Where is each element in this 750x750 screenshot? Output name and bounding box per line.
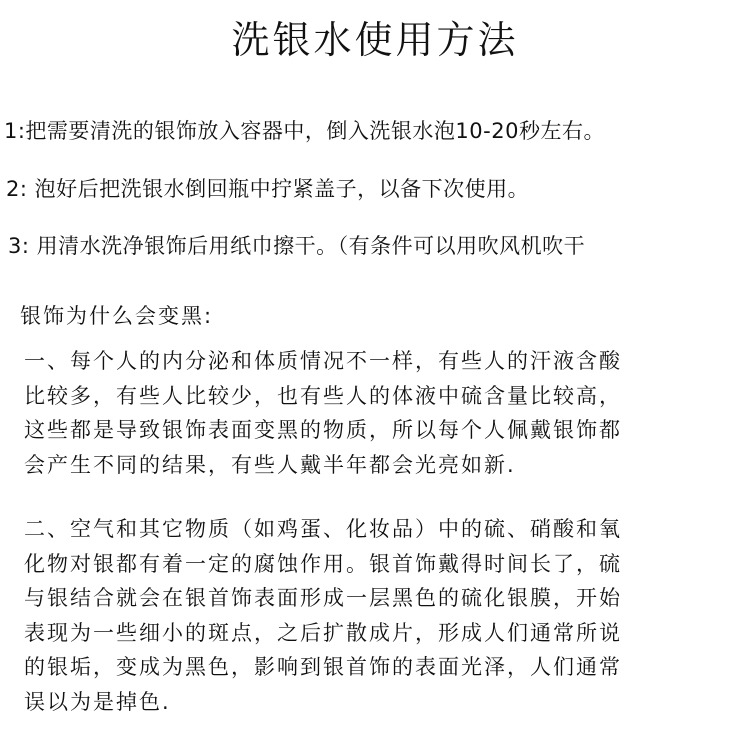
paragraph-line: 与银结合就会在银首饰表面形成一层黑色的硫化银膜，开始 <box>24 586 622 610</box>
paragraph-line: 一、每个人的内分泌和体质情况不一样，有些人的汗液含酸 <box>24 349 622 373</box>
instruction-step-2: 2: 泡好后把洗银水倒回瓶中拧紧盖子，以备下次使用。 <box>6 177 530 201</box>
paragraph-line: 这些都是导致银饰表面变黑的物质，所以每个人佩戴银饰都 <box>24 418 622 442</box>
paragraph-line: 化物对银都有着一定的腐蚀作用。银首饰戴得时间长了，硫 <box>24 551 622 576</box>
paragraph-line: 比较多，有些人比较少，也有些人的体液中硫含量比较高， <box>24 383 622 408</box>
paragraph-body-secretion <box>24 344 748 482</box>
instruction-step-3: 3: 用清水洗净银饰后用纸巾擦干。（有条件可以用吹风机吹干 <box>8 234 586 258</box>
instruction-step-1: 1:把需要清洗的银饰放入容器中，倒入洗银水泡10-20秒左右。 <box>4 119 605 143</box>
paragraph-line: 的银垢，变成为黑色，影响到银首饰的表面光泽，人们通常 <box>24 655 622 679</box>
paragraph-line: 表现为一些细小的斑点，之后扩散成片，形成人们通常所说 <box>24 620 622 645</box>
section-heading-why-blacken: 银饰为什么会变黑: <box>20 304 214 328</box>
paragraph-air-corrosion <box>24 512 748 719</box>
paragraph-line: 误以为是掉色. <box>24 689 171 714</box>
page-title: 洗银水使用方法 <box>231 18 519 62</box>
paragraph-line: 会产生不同的结果，有些人戴半年都会光亮如新. <box>24 452 516 477</box>
paragraph-line: 二、空气和其它物质（如鸡蛋、化妆品）中的硫、硝酸和氧 <box>24 517 622 541</box>
